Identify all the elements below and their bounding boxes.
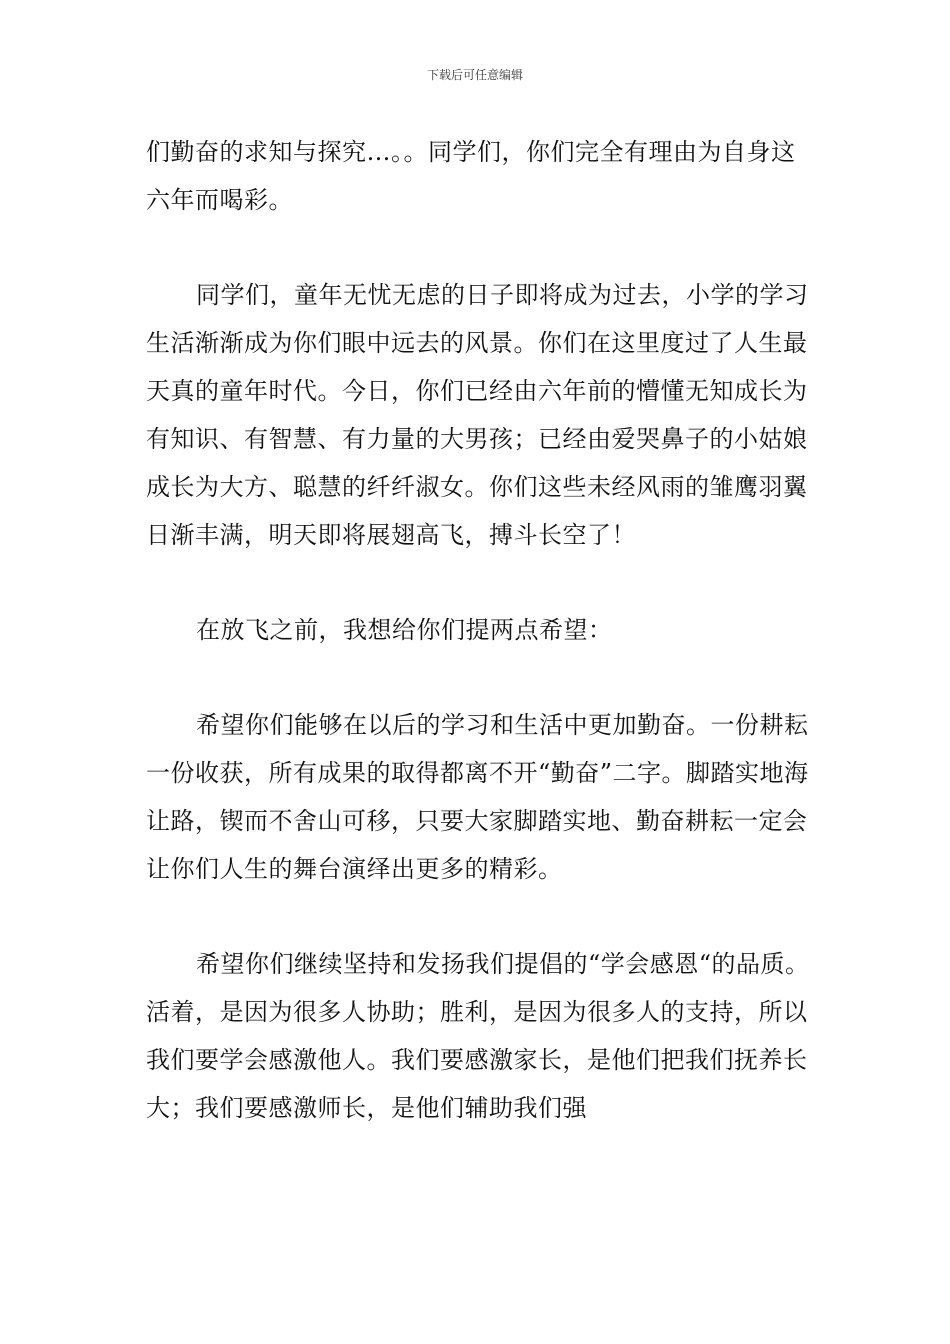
document-body (146, 128, 810, 1132)
paragraph-childhood: 同学们，童年无忧无虑的日子即将成为过去，小学的学习生活渐渐成为你们眼中远去的风景。你们在这里度过了人生最天真的童年时代。今日，你们已经由六年前的懵懂无知成长为有知识、有智慧、有力量的大男孩；已经由爱哭鼻子的小姑娘成长为大方、聪慧的纤纤淑女。你们这些未经风雨的雏鹰羽翼日渐丰满，明天即将展翅高飞，搏斗长空了！ (146, 281, 809, 549)
page-header: 下载后可任意编辑 (426, 68, 523, 82)
paragraph-hopes-intro: 在放飞之前，我想给你们提两点希望： (196, 616, 613, 644)
paragraph-hope-gratitude: 希望你们继续坚持和发扬我们提倡的“学会感恩“的品质。活着，是因为很多人协助；胜利，是因为很多人的支持，所以我们要学会感激他人。我们要感激家长，是他们把我们抚养长大；我们要感激师长，是他们辅助我们强 (146, 950, 810, 1122)
paragraph-hope-diligence: 希望你们能够在以后的学习和生活中更加勤奋。一份耕耘一份收获，所有成果的取得都离不开“勤奋”二字。脚踏实地海让路，锲而不舍山可移，只要大家脚踏实地、勤奋耕耘一定会让你们人生的舞台演绎出更多的精彩。 (146, 711, 809, 883)
paragraph-continuation: 们勤奋的求知与探究…。。同学们，你们完全有理由为自身这六年而喝彩。 (146, 138, 796, 214)
